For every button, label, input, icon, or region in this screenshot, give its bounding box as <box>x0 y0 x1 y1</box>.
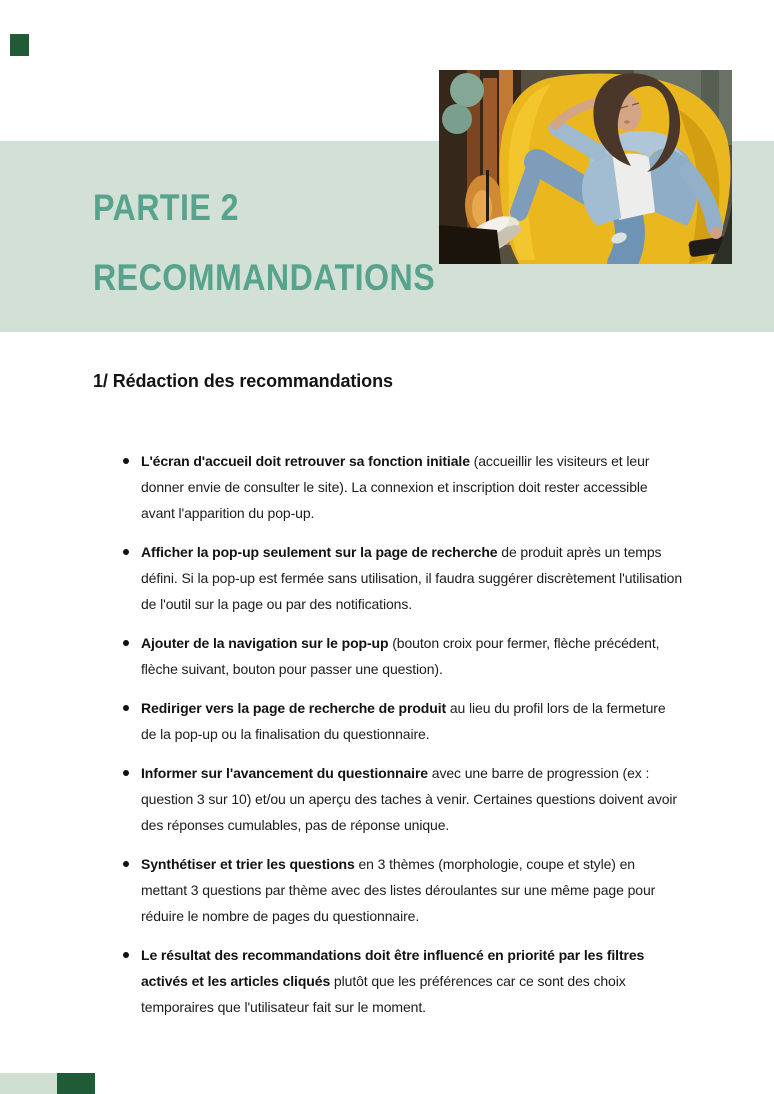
bullet-dot <box>123 770 129 776</box>
bullet-dot <box>123 549 129 555</box>
bullet-dot <box>123 861 129 867</box>
list-item <box>122 539 684 617</box>
bullet-dot <box>123 458 129 464</box>
bullet-text: (bouton croix pour fermer, flèche précédent, flèche suivant, bouton pour passer une question). <box>141 635 660 677</box>
bullet-text: au lieu du profil lors de la fermeture de la pop-up ou la finalisation du questionnaire. <box>141 700 666 742</box>
bullet-dot <box>123 640 129 646</box>
section-heading: 1/ Rédaction des recommandations <box>93 371 393 391</box>
bullet-text: en 3 thèmes (morphologie, coupe et style) en mettant 3 questions par thème avec des listes déroulantes sur une même page pour réduire le nombre de pages du questionnaire. <box>141 856 656 924</box>
bullet-text: (accueillir les visiteurs et leur donner envie de consulter le site). La connexion et inscription doit rester accessible avant l'apparition du pop-up. <box>141 453 650 521</box>
part-title-line2: RECOMMANDATIONS <box>93 257 436 298</box>
corner-accent-bottom-left-dark <box>57 1073 95 1094</box>
bullet-bold-text: Informer sur l'avancement du questionnaire <box>141 765 428 781</box>
list-item <box>122 851 684 929</box>
bullet-text: avec une barre de progression (ex : question 3 sur 10) et/ou un aperçu des taches à venir. Certaines questions doivent avoir des réponses cumulables, pas de réponse unique. <box>141 765 677 833</box>
recommendations-list <box>122 448 684 1033</box>
bullet-bold-text: Rediriger vers la page de recherche de produit <box>141 700 447 716</box>
list-item <box>122 448 684 526</box>
list-item <box>122 942 684 1020</box>
bullet-dot <box>123 705 129 711</box>
list-item <box>122 695 684 747</box>
bullet-dot <box>123 952 129 958</box>
list-item <box>122 630 684 682</box>
bullet-bold-text: Ajouter de la navigation sur le pop-up <box>141 635 389 651</box>
part-title-line1: PARTIE 2 <box>93 187 239 228</box>
bullet-bold-text: Le résultat des recommandations doit être influencé en priorité par les filtres activés et les articles cliqués <box>141 947 645 989</box>
list-item <box>122 760 684 838</box>
bullet-text: de produit après un temps défini. Si la pop-up est fermée sans utilisation, il faudra suggérer discrètement l'utilisation de l'outil sur la page ou par des notifications. <box>141 544 683 612</box>
corner-accent-bottom-left-light <box>0 1073 57 1094</box>
bullet-text: plutôt que les préférences car ce sont des choix temporaires que l'utilisateur fait sur le moment. <box>141 973 626 1015</box>
bullet-bold-text: Afficher la pop-up seulement sur la page de recherche <box>141 544 498 560</box>
hero-photo <box>439 70 732 264</box>
bullet-bold-text: L'écran d'accueil doit retrouver sa fonction initiale <box>141 453 470 469</box>
corner-accent-top-left <box>10 34 29 56</box>
bullet-bold-text: Synthétiser et trier les questions <box>141 856 355 872</box>
